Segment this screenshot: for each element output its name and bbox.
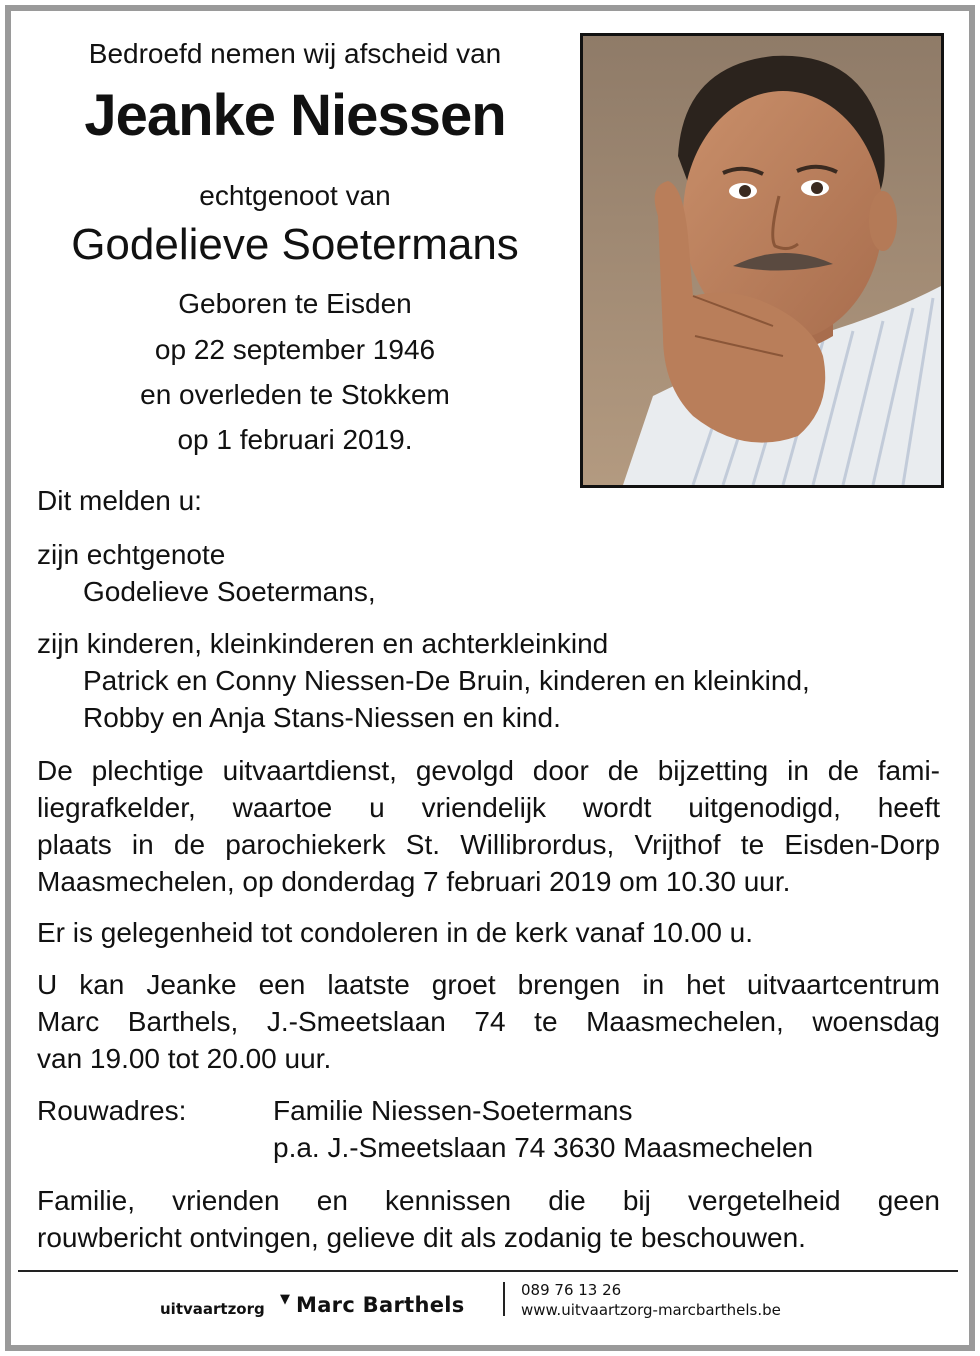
spouse-label: echtgenoot van [199, 180, 391, 211]
wife-label: zijn echtgenote [37, 539, 226, 570]
portrait-illustration [583, 36, 941, 485]
service-line: Maasmechelen, op donderdag 7 februari 2019 om 10.30 uur. [37, 866, 791, 897]
birth-place: Geboren te Eisden [178, 288, 412, 319]
farewell-line: Marc Barthels, J.-Smeetslaan 74 te Maasmechelen, woensdag [37, 1006, 940, 1037]
address-label: Rouwadres: [37, 1095, 187, 1126]
brand-triangle-icon: ▼ [280, 1292, 290, 1307]
footer-separator [503, 1282, 505, 1316]
service-paragraph [37, 752, 940, 900]
closing-paragraph [37, 1182, 940, 1256]
service-line: plaats in de parochiekerk St. Willibrordus, Vrijthof te Eisden-Dorp [37, 829, 940, 860]
farewell-line: U kan Jeanke een laatste groet brengen in het uitvaartcentrum [37, 969, 940, 1000]
address-line-1: Familie Niessen-Soetermans [273, 1095, 633, 1126]
deceased-name: Jeanke Niessen [84, 83, 506, 148]
closing-line: rouwbericht ontvingen, gelieve dit als zodanig te beschouwen. [37, 1222, 806, 1253]
website-link[interactable]: www.uitvaartzorg-marcbarthels.be [521, 1301, 781, 1319]
wife-name: Godelieve Soetermans, [83, 576, 376, 607]
service-line: De plechtige uitvaartdienst, gevolgd door de bijzetting in de fami- [37, 755, 940, 786]
farewell-paragraph [37, 966, 940, 1077]
funeral-home-logo [160, 1290, 500, 1330]
portrait-photo [580, 33, 944, 488]
footer-divider [18, 1270, 958, 1272]
birth-date: op 22 september 1946 [154, 334, 436, 365]
service-line: liegrafkelder, waartoe u vriendelijk wordt uitgenodigd, heeft [37, 792, 940, 823]
child-family-2: Robby en Anja Stans-Niessen en kind. [83, 702, 561, 733]
brand-name: Marc Barthels [296, 1293, 465, 1317]
address-line-2: p.a. J.-Smeetslaan 74 3630 Maasmechelen [273, 1132, 814, 1163]
footer-contact [521, 1280, 781, 1320]
condolence-line: Er is gelegenheid tot condoleren in de kerk vanaf 10.00 u. [37, 917, 754, 948]
children-label: zijn kinderen, kleinkinderen en achterkleinkind [37, 628, 609, 659]
announce-intro: Dit melden u: [37, 485, 202, 516]
child-family-1: Patrick en Conny Niessen-De Bruin, kinderen en kleinkind, [83, 665, 810, 696]
closing-line: Familie, vrienden en kennissen die bij vergetelheid geen [37, 1185, 940, 1216]
death-date: op 1 februari 2019. [177, 424, 413, 455]
death-place: en overleden te Stokkem [140, 379, 450, 410]
farewell-line: van 19.00 tot 20.00 uur. [37, 1043, 332, 1074]
brand-tagline: uitvaartzorg [160, 1300, 265, 1318]
phone-number: 089 76 13 26 [521, 1281, 622, 1299]
intro-line: Bedroefd nemen wij afscheid van [88, 38, 502, 69]
spouse-name: Godelieve Soetermans [71, 220, 519, 269]
